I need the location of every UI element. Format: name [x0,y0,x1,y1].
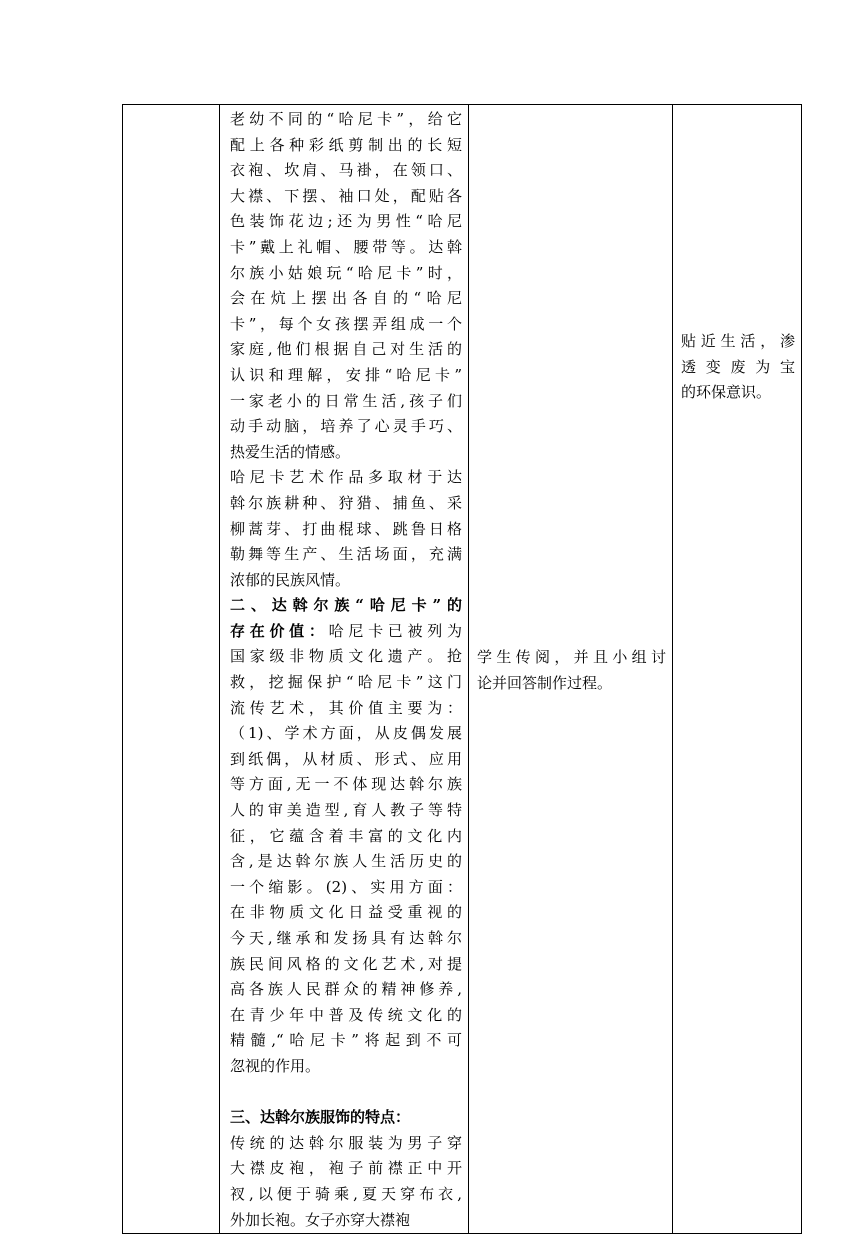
content-line: 等方面,无一不体现达斡尔族 [230,775,462,794]
content-line: 族民间风格的文化艺术,对提 [230,954,462,973]
content-line: 传统的达斡尔服装为男子穿 [230,1133,462,1152]
section-heading-clothing: 三、达斡尔族服饰的特点： [230,1108,411,1127]
content-line: 卡”戴上礼帽、腰带等。达斡 [230,237,462,256]
content-line: 色装饰花边;还为男性“哈尼 [230,212,462,231]
content-line: 高各族人民群众的精神修养, [230,980,462,999]
design-intent-cell [673,105,802,1234]
content-line: 勒舞等生产、生活场面，充满 [230,545,462,564]
content-line: 在青少年中普及传统文化的 [230,1005,462,1024]
section-heading-value: 二、达斡尔族“哈尼卡”的 [230,596,462,615]
intent-line: 透变废为宝 [681,357,795,376]
content-line: 动手动脑，培养了心灵手巧、 [230,417,462,436]
content-line: 一家老小的日常生活,孩子们 [230,391,462,410]
content-line: 衣袍、坎肩、马褂，在领口、 [230,161,462,180]
empty-stage-cell [123,105,220,1234]
value-heading-bold: 存在价值： [230,621,329,640]
content-line: 家庭,他们根据自己对生活的 [230,340,462,359]
value-heading-rest: 哈尼卡已被列为 [328,621,462,640]
content-line: 尔族小姑娘玩“哈尼卡”时， [230,263,462,282]
content-line: 征，它蕴含着丰富的文化内 [230,826,462,845]
lesson-plan-table [122,104,802,1234]
content-line: 外加长袍。女子亦穿大襟袍 [230,1210,411,1229]
content-line: 忽视的作用。 [230,1056,321,1075]
content-line [230,619,462,645]
content-line: 在非物质文化日益受重视的 [230,903,462,922]
content-line: 哈尼卡艺术作品多取材于达 [230,468,462,487]
content-line: 含,是达斡尔族人生活历史的 [230,852,462,871]
blank-line [230,1080,462,1106]
content-line: 会在炕上摆出各自的“哈尼 [230,289,462,308]
content-line: 大襟皮袍，袍子前襟正中开 [230,1159,462,1178]
content-line: 到纸偶，从材质、形式、应用 [230,749,462,768]
student-activity-cell [469,105,673,1234]
content-line: 国家级非物质文化遗产。抢 [230,647,462,666]
content-line: 柳蒿芽、打曲棍球、跳鲁日格 [230,519,462,538]
content-line: 浓郁的民族风情。 [230,570,351,589]
content-line: 一个缩影。(2)、实用方面： [230,877,462,896]
content-line: 老幼不同的“哈尼卡”，给它 [230,110,462,128]
content-line: 今天,继承和发扬具有达斡尔 [230,929,462,947]
content-line: 大襟、下摆、袖口处，配贴各 [230,186,462,205]
content-line: 衩,以便于骑乘,夏天穿布衣, [230,1184,462,1203]
content-line: 斡尔族耕种、狩猎、捕鱼、采 [230,493,462,512]
content-line: 热爱生活的情感。 [230,442,351,461]
content-line: 配上各种彩纸剪制出的长短 [230,135,462,154]
activity-line: 论并回答制作过程。 [477,673,613,692]
content-line: （1)、学术方面，从皮偶发展 [230,724,462,743]
intent-line: 贴近生活，渗 [681,332,795,350]
content-line: 认识和理解，安排“哈尼卡” [230,365,462,384]
content-cell [220,105,469,1234]
activity-line: 学生传阅，并且小组讨 [477,648,666,666]
content-line: 卡”，每个女孩摆弄组成一个 [230,314,462,333]
intent-line: 的环保意识。 [681,383,772,402]
table-row [123,105,802,1234]
content-line: 精髓,“哈尼卡”将起到不可 [230,1031,462,1050]
content-line: 流传艺术，其价值主要为： [230,698,462,717]
content-line: 人的审美造型,育人教子等特 [230,801,462,820]
content-line: 救，挖掘保护“哈尼卡”这门 [230,673,462,692]
